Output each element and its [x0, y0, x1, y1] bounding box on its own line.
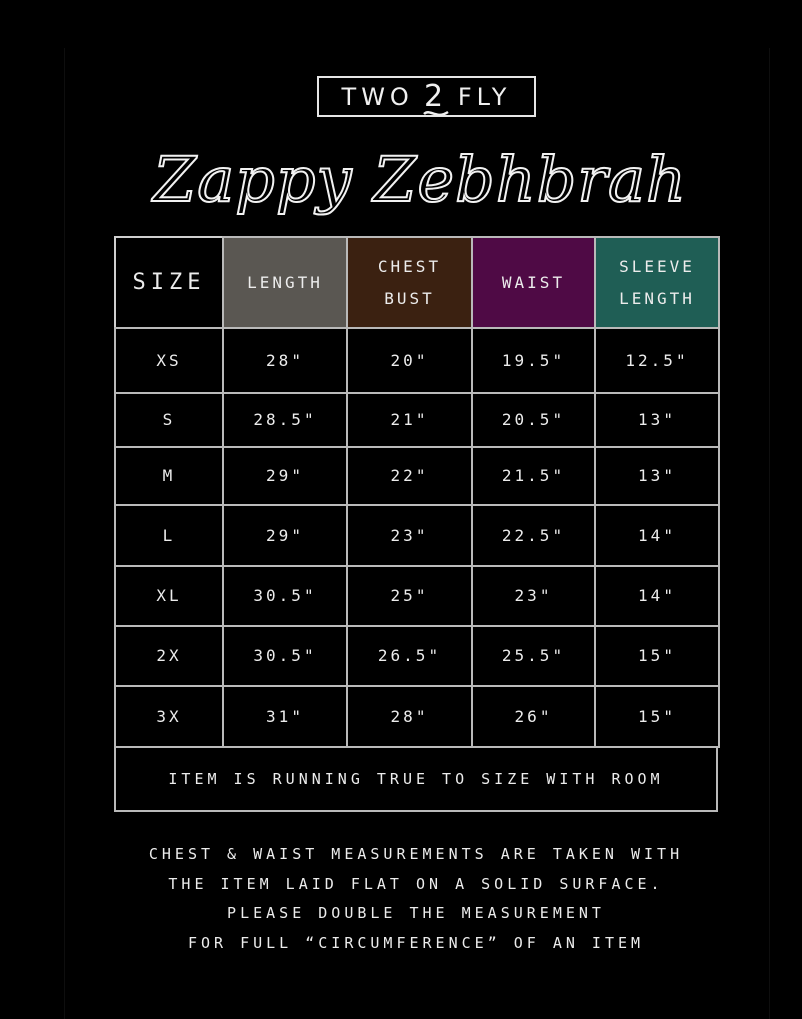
measurement-cell: 29": [222, 504, 348, 567]
size-label-cell: 3X: [114, 685, 224, 748]
measurement-cell: 22": [346, 446, 473, 506]
header-label-line: SIZE: [132, 269, 206, 295]
measurement-cell: 20.5": [471, 392, 596, 448]
logo-word-right: FLY: [457, 82, 512, 111]
header-length: [222, 236, 348, 329]
measurement-cell: 30.5": [222, 565, 348, 627]
measurement-cell: 25.5": [471, 625, 596, 687]
measurement-cell: 13": [594, 446, 720, 506]
measurement-cell: 29": [222, 446, 348, 506]
fit-note-text: ITEM IS RUNNING TRUE TO SIZE WITH ROOM: [168, 770, 664, 788]
header-waist: [471, 236, 596, 329]
measurement-cell: 21": [346, 392, 473, 448]
logo-word-left: TWO: [341, 82, 414, 111]
product-title-text: Zappy Zebhbrah: [153, 143, 687, 216]
note-line: THE ITEM LAID FLAT ON A SOLID SURFACE.: [168, 874, 664, 893]
header-label-line: SLEEVE: [619, 256, 695, 276]
logo-swirl-icon: [418, 80, 454, 124]
header-label-line: LENGTH: [247, 272, 323, 292]
measurement-cell: 14": [594, 504, 720, 567]
measurement-cell: 20": [346, 327, 473, 394]
measurement-cell: 30.5": [222, 625, 348, 687]
product-title: [150, 130, 690, 230]
measurement-cell: 23": [471, 565, 596, 627]
measurement-cell: 21.5": [471, 446, 596, 506]
measurement-cell: 26.5": [346, 625, 473, 687]
header-label-line: CHEST: [377, 256, 442, 276]
note-line: FOR FULL “CIRCUMFERENCE” OF AN ITEM: [187, 933, 645, 952]
header-label: [619, 251, 695, 315]
header-label: [133, 267, 206, 299]
header-label-line: LENGTH: [619, 288, 695, 308]
fit-note-row: [114, 746, 718, 812]
measurement-cell: 12.5": [594, 327, 720, 394]
measurement-cell: 15": [594, 625, 720, 687]
header-label: [502, 267, 565, 299]
header-label-line: BUST: [384, 288, 435, 308]
measurement-cell: 31": [222, 685, 348, 748]
note-line: PLEASE DOUBLE THE MEASUREMENT: [227, 904, 605, 922]
header-chest-bust: [346, 236, 473, 329]
measurement-cell: 26": [471, 685, 596, 748]
measurement-cell: 22.5": [471, 504, 596, 567]
measurement-cell: 28": [346, 685, 473, 748]
note-line: CHEST & WAIST MEASUREMENTS ARE TAKEN WITH: [148, 845, 684, 863]
logo-two-mark: [418, 79, 454, 114]
header-label-line: WAIST: [501, 272, 566, 292]
brand-logo: [317, 76, 536, 117]
size-label-cell: L: [114, 504, 224, 567]
size-label-cell: XL: [114, 565, 224, 627]
header-sleeve-length: [594, 236, 720, 329]
size-label-cell: XS: [114, 327, 224, 394]
header-label: [247, 267, 323, 299]
measurement-cell: 25": [346, 565, 473, 627]
logo-two-glyph: 2: [423, 79, 448, 114]
size-label-cell: S: [114, 392, 224, 448]
measurement-cell: 28": [222, 327, 348, 394]
header-label: [378, 251, 441, 315]
measurement-cell: 14": [594, 565, 720, 627]
measurement-cell: 23": [346, 504, 473, 567]
measurement-cell: 15": [594, 685, 720, 748]
measurement-cell: 19.5": [471, 327, 596, 394]
size-label-cell: M: [114, 446, 224, 506]
measurement-cell: 28.5": [222, 392, 348, 448]
measurement-notes: [114, 840, 718, 958]
measurement-cell: 13": [594, 392, 720, 448]
header-size: [114, 236, 224, 329]
size-label-cell: 2X: [114, 625, 224, 687]
